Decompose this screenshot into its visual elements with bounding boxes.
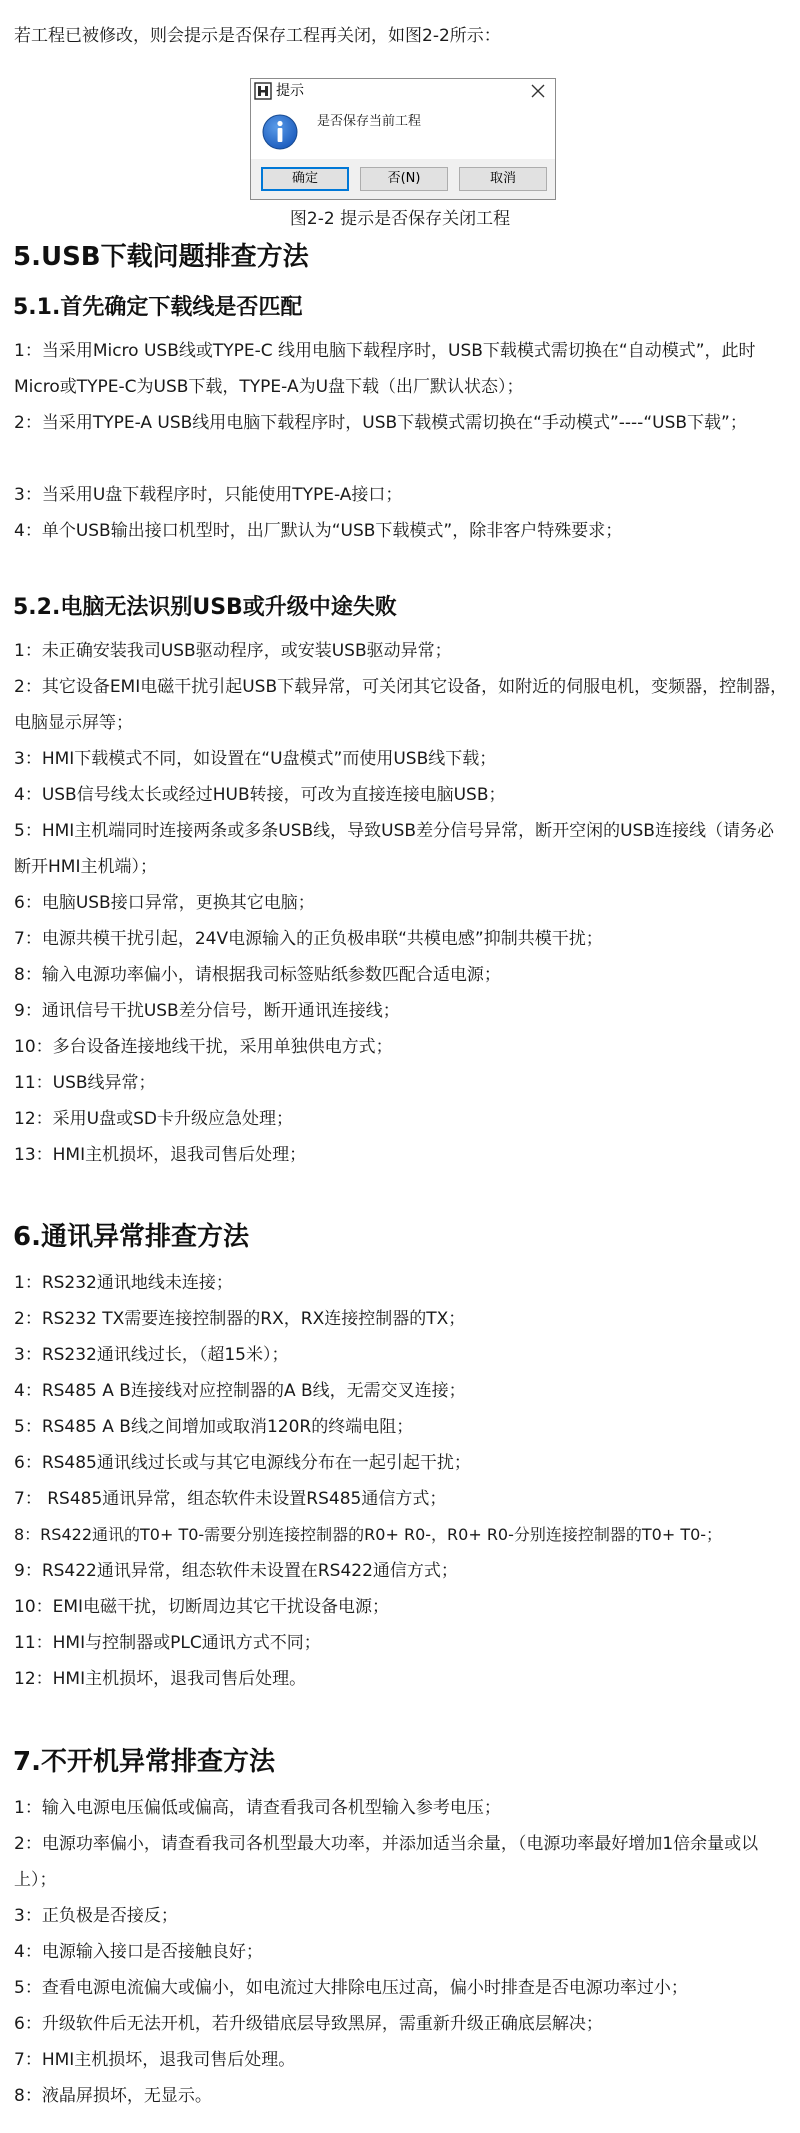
list-item: 7：HMI主机损坏，退我司售后处理。 <box>14 2050 296 2070</box>
list-item: 2：当采用TYPE-A USB线用电脑下载程序时，USB下载模式需切换在“手动模式”----“USB下载”； <box>14 413 747 433</box>
list-item: 1：当采用Micro USB线或TYPE-C 线用电脑下载程序时，USB下载模式需切换在“自动模式”，此时Micro或TYPE-C为USB下载，TYPE-A为U盘下载（出厂默认状态）； <box>14 341 756 397</box>
dialog-titlebar <box>251 79 555 103</box>
list-item: 9：通讯信号干扰USB差分信号，断开通讯连接线； <box>14 1001 400 1021</box>
list-item: 6：RS485通讯线过长或与其它电源线分布在一起引起干扰； <box>14 1453 471 1473</box>
list-item: 8：输入电源功率偏小，请根据我司标签贴纸参数匹配合适电源； <box>14 965 501 985</box>
list-item: 4：RS485 A B连接线对应控制器的A B线，无需交叉连接； <box>14 1381 466 1401</box>
list-item: 2：RS232 TX需要连接控制器的RX，RX连接控制器的TX； <box>14 1309 466 1329</box>
section-7-title: 7.不开机异常排查方法 <box>13 1747 275 1777</box>
save-prompt-dialog <box>250 78 556 200</box>
list-item: 6：电脑USB接口异常，更换其它电脑； <box>14 893 315 913</box>
section-5-2-title: 5.2.电脑无法识别USB或升级中途失败 <box>13 595 397 620</box>
list-item: 7： RS485通讯异常，组态软件未设置RS485通信方式； <box>14 1489 447 1509</box>
list-item: 5：查看电源电流偏大或偏小，如电流过大排除电压过高，偏小时排查是否电源功率过小； <box>14 1978 688 1998</box>
list-item: 8：液晶屏损坏，无显示。 <box>14 2086 212 2106</box>
app-icon <box>254 82 272 100</box>
list-item: 13：HMI主机损坏，退我司售后处理； <box>14 1145 307 1165</box>
list-item: 6：升级软件后无法开机，若升级错底层导致黑屏，需重新升级正确底层解决； <box>14 2014 603 2034</box>
list-item: 1：未正确安装我司USB驱动程序，或安装USB驱动异常； <box>14 641 452 661</box>
info-icon <box>261 113 299 151</box>
list-item: 9：RS422通讯异常，组态软件未设置在RS422通信方式； <box>14 1561 458 1581</box>
ok-button[interactable]: 确定 <box>261 167 349 191</box>
list-item: 12：采用U盘或SD卡升级应急处理； <box>14 1109 293 1129</box>
section-5-1-title: 5.1.首先确定下载线是否匹配 <box>13 295 303 320</box>
list-item: 7：电源共模干扰引起，24V电源输入的正负极串联“共模电感”抑制共模干扰； <box>14 929 603 949</box>
no-button[interactable]: 否(N) <box>360 167 448 191</box>
cancel-button[interactable]: 取消 <box>459 167 547 191</box>
list-item: 4：单个USB输出接口机型时，出厂默认为“USB下载模式”，除非客户特殊要求； <box>14 521 623 541</box>
dialog-message: 是否保存当前工程 <box>317 114 422 129</box>
list-item: 1：输入电源电压偏低或偏高，请查看我司各机型输入参考电压； <box>14 1798 501 1818</box>
section-5-title: 5.USB下载问题排查方法 <box>13 242 309 272</box>
list-item: 10：多台设备连接地线干扰，采用单独供电方式； <box>14 1037 393 1057</box>
list-item: 11：HMI与控制器或PLC通讯方式不同； <box>14 1633 321 1653</box>
intro-text: 若工程已被修改，则会提示是否保存工程再关闭，如图2-2所示： <box>14 26 501 46</box>
list-item: 3：当采用U盘下载程序时，只能使用TYPE-A接口； <box>14 485 403 505</box>
section-6-title: 6.通讯异常排查方法 <box>13 1222 249 1252</box>
list-item: 3：正负极是否接反； <box>14 1906 178 1926</box>
list-item: 3：RS232通讯线过长，（超15米）； <box>14 1345 289 1365</box>
list-item: 5：RS485 A B线之间增加或取消120R的终端电阻； <box>14 1417 414 1437</box>
list-item: 12：HMI主机损坏，退我司售后处理。 <box>14 1669 307 1689</box>
list-item: 5：HMI主机端同时连接两条或多条USB线，导致USB差分信号异常，断开空闲的USB连接线（请务必断开HMI主机端）； <box>14 821 774 877</box>
list-item: 11：USB线异常； <box>14 1073 156 1093</box>
figure-caption: 图2-2 提示是否保存关闭工程 <box>289 209 511 229</box>
list-item: 8：RS422通讯的T0+ T0-需要分别连接控制器的R0+ R0-，R0+ R0-分别连接控制器的T0+ T0-； <box>14 1525 723 1544</box>
list-item: 4：USB信号线太长或经过HUB转接，可改为直接连接电脑USB； <box>14 785 506 805</box>
close-icon[interactable] <box>529 82 547 100</box>
list-item: 1：RS232通讯地线未连接； <box>14 1273 233 1293</box>
dialog-title: 提示 <box>276 83 304 99</box>
dialog-body <box>251 103 555 159</box>
list-item: 2：电源功率偏小，请查看我司各机型最大功率，并添加适当余量，（电源功率最好增加1倍余量或以上）； <box>14 1834 759 1890</box>
list-item: 2：其它设备EMI电磁干扰引起USB下载异常，可关闭其它设备，如附近的伺服电机，变频器，控制器，电脑显示屏等； <box>14 677 788 733</box>
list-item: 4：电源输入接口是否接触良好； <box>14 1942 263 1962</box>
list-item: 10：EMI电磁干扰，切断周边其它干扰设备电源； <box>14 1597 390 1617</box>
list-item: 3：HMI下载模式不同，如设置在“U盘模式”而使用USB线下载； <box>14 749 497 769</box>
